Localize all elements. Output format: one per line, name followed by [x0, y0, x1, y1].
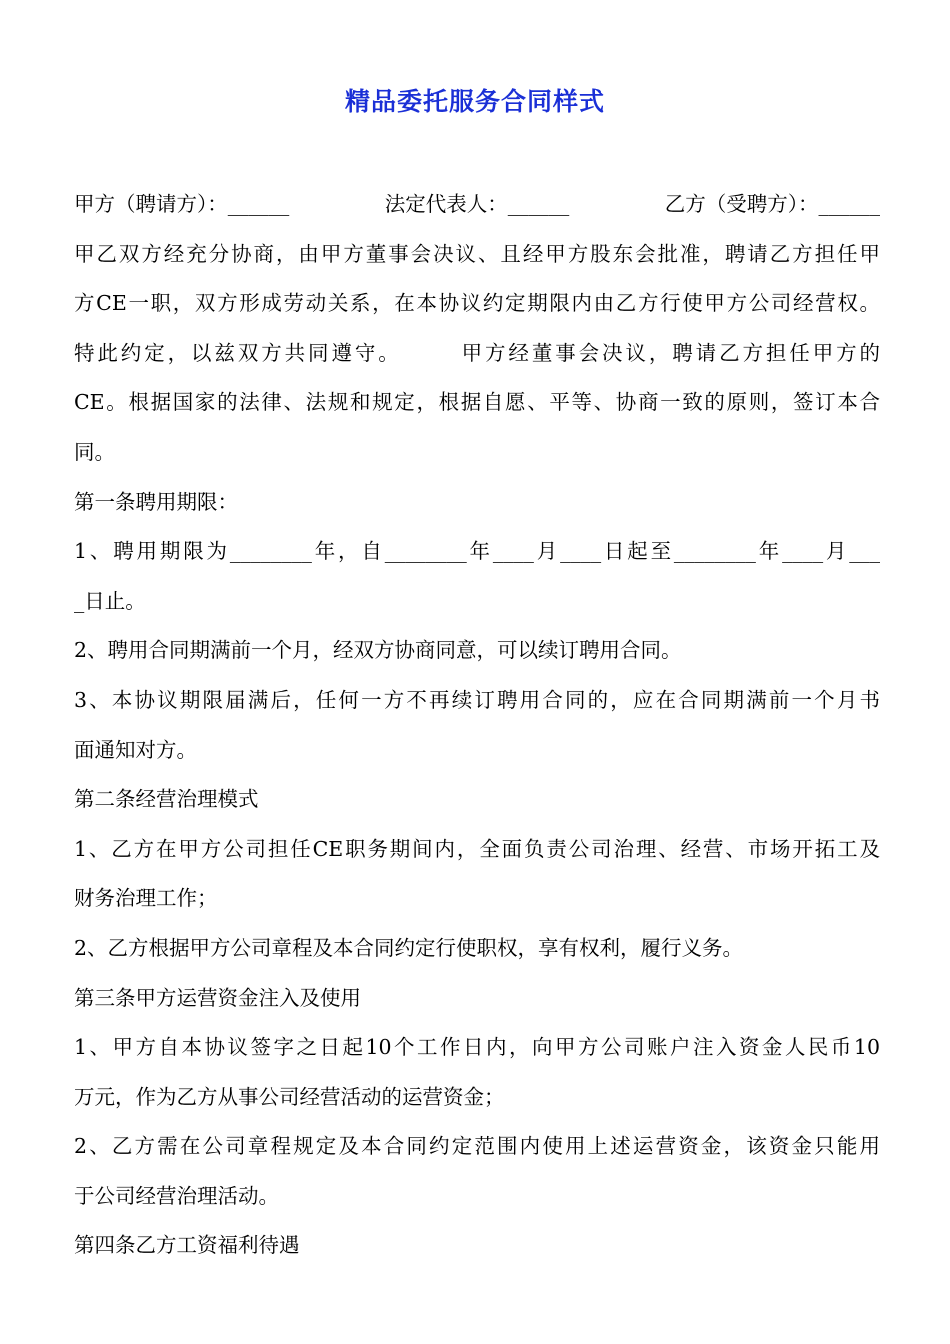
party-info-row [74, 180, 880, 230]
clause-line: 2、乙方需在公司章程规定及本合同约定范围内使用上述运营资金，该资金只能用 [74, 1134, 880, 1159]
document-title: 精品委托服务合同样式 [344, 87, 605, 116]
clause-line: 万元，作为乙方从事公司经营活动的运营资金； [74, 1084, 505, 1109]
legal-representative-field: 法定代表人：______ [384, 192, 570, 216]
section-heading: 第一条聘用期限： [74, 489, 238, 514]
section-heading: 第四条乙方工资福利待遇 [74, 1233, 300, 1258]
paragraph-line: 特此约定，以兹双方共同遵守。 甲方经董事会决议，聘请乙方担任甲方的 [74, 340, 880, 365]
paragraph-line: 方CE一职，双方形成劳动关系，在本协议约定期限内由乙方行使甲方公司经营权。 [74, 291, 880, 316]
clause-line: 1、甲方自本协议签字之日起10个工作日内，向甲方公司账户注入资金人民币10 [74, 1035, 880, 1060]
paragraph-line: CE。根据国家的法律、法规和规定，根据自愿、平等、协商一致的原则，签订本合 [74, 390, 880, 415]
party-b-field: 乙方（受聘方）：______ [664, 192, 880, 216]
clause-line: 2、乙方根据甲方公司章程及本合同约定行使职权，享有权利，履行义务。 [74, 935, 744, 960]
clause-line: 于公司经营治理活动。 [74, 1183, 279, 1208]
section-heading: 第三条甲方运营资金注入及使用 [74, 985, 361, 1010]
clause-line: 1、乙方在甲方公司担任CE职务期间内，全面负责公司治理、经营、市场开拓工及 [74, 836, 880, 861]
paragraph-line: 甲乙双方经充分协商，由甲方董事会决议、且经甲方股东会批准，聘请乙方担任甲 [74, 241, 880, 266]
section-heading: 第二条经营治理模式 [74, 787, 259, 812]
clause-line: 面通知对方。 [74, 737, 197, 762]
paragraph-line: 同。 [74, 439, 115, 464]
clause-line: _日止。 [74, 588, 146, 613]
document-body [74, 180, 880, 1271]
clause-line: 2、聘用合同期满前一个月，经双方协商同意，可以续订聘用合同。 [74, 638, 682, 663]
clause-line: 财务治理工作； [74, 886, 218, 911]
clause-line: 3、本协议期限届满后，任何一方不再续订聘用合同的，应在合同期满前一个月书 [74, 687, 880, 712]
party-a-field: 甲方（聘请方）：______ [74, 192, 290, 216]
clause-line: 1、聘用期限为________年，自________年____月____日起至________年____月___ [74, 539, 880, 564]
